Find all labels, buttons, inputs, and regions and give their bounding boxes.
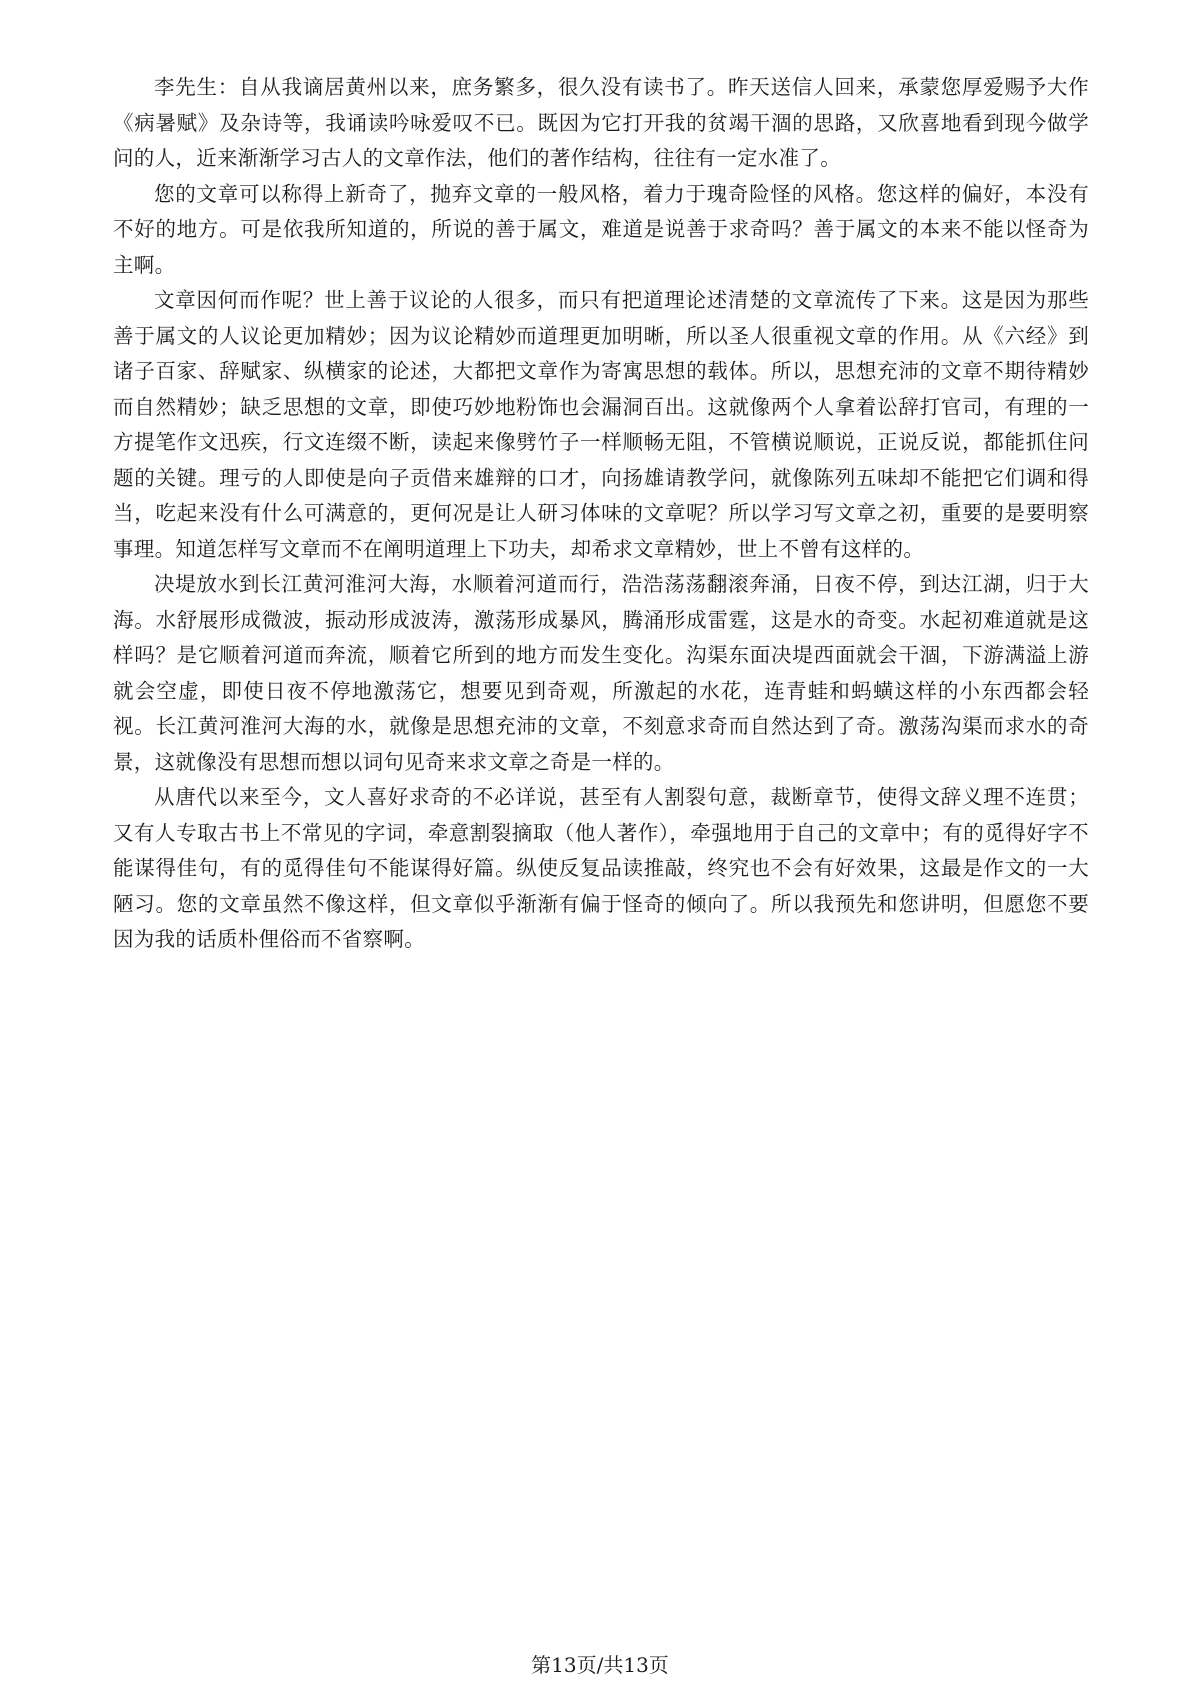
paragraph-1: 李先生：自从我谪居黄州以来，庶务繁多，很久没有读书了。昨天送信人回来，承蒙您厚爱赐予大作《病暑赋》及杂诗等，我诵读吟咏爱叹不已。既因为它打开我的贫竭干涸的思路，又欣喜地看到现今做学问的人，近来渐渐学习古人的文章作法，他们的著作结构，往往有一定水准了。 bbox=[113, 75, 1089, 170]
paragraph-3: 文章因何而作呢？世上善于议论的人很多，而只有把道理论述清楚的文章流传了下来。这是因为那些善于属文的人议论更加精妙；因为议论精妙而道理更加明晰，所以圣人很重视文章的作用。从《六经》到诸子百家、辞赋家、纵横家的论述，大都把文章作为寄寓思想的载体。所以，思想充沛的文章不期待精妙而自然精妙；缺乏思想的文章，即使巧妙地粉饰也会漏洞百出。这就像两个人拿着讼辞打官司，有理的一方提笔作文迅疾，行文连缀不断，读起来像劈竹子一样顺畅无阻，不管横说顺说，正说反说，都能抓住问题的关键。理亏的人即使是向子贡借来雄辩的口才，向扬雄请教学问，就像陈列五味却不能把它们调和得当，吃起来没有什么可满意的，更何况是让人研习体味的文章呢？所以学习写文章之初，重要的是要明察事理。知道怎样写文章而不在阐明道理上下功夫，却希求文章精妙，世上不曾有这样的。 bbox=[113, 288, 1089, 561]
document-body bbox=[113, 70, 1089, 958]
paragraph-2: 您的文章可以称得上新奇了，抛弃文章的一般风格，着力于瑰奇险怪的风格。您这样的偏好，本没有不好的地方。可是依我所知道的，所说的善于属文，难道是说善于求奇吗？善于属文的本来不能以怪奇为主啊。 bbox=[113, 181, 1089, 277]
paragraph-4: 决堤放水到长江黄河淮河大海，水顺着河道而行，浩浩荡荡翻滚奔涌，日夜不停，到达江湖，归于大海。水舒展形成微波，振动形成波涛，激荡形成暴风，腾涌形成雷霆，这是水的奇变。水起初难道就是这样吗？是它顺着河道而奔流，顺着它所到的地方而发生变化。沟渠东面决堤西面就会干涸，下游满溢上游就会空虚，即使日夜不停地激荡它，想要见到奇观，所激起的水花，连青蛙和蚂蟥这样的小东西都会轻视。长江黄河淮河大海的水，就像是思想充沛的文章，不刻意求奇而自然达到了奇。激荡沟渠而求水的奇景，这就像没有思想而想以词句见奇来求文章之奇是一样的。 bbox=[113, 572, 1089, 774]
paragraph-5: 从唐代以来至今，文人喜好求奇的不必详说，甚至有人割裂句意，裁断章节，使得文辞义理不连贯；又有人专取古书上不常见的字词，牵意割裂摘取（他人著作），牵强地用于自己的文章中；有的觅得好字不能谋得佳句，有的觅得佳句不能谋得好篇。纵使反复品读推敲，终究也不会有好效果，这最是作文的一大陋习。您的文章虽然不像这样，但文章似乎渐渐有偏于怪奇的倾向了。所以我预先和您讲明，但愿您不要因为我的话质朴俚俗而不省察啊。 bbox=[113, 785, 1089, 951]
page-number: 第13页/共13页 bbox=[531, 1653, 669, 1677]
